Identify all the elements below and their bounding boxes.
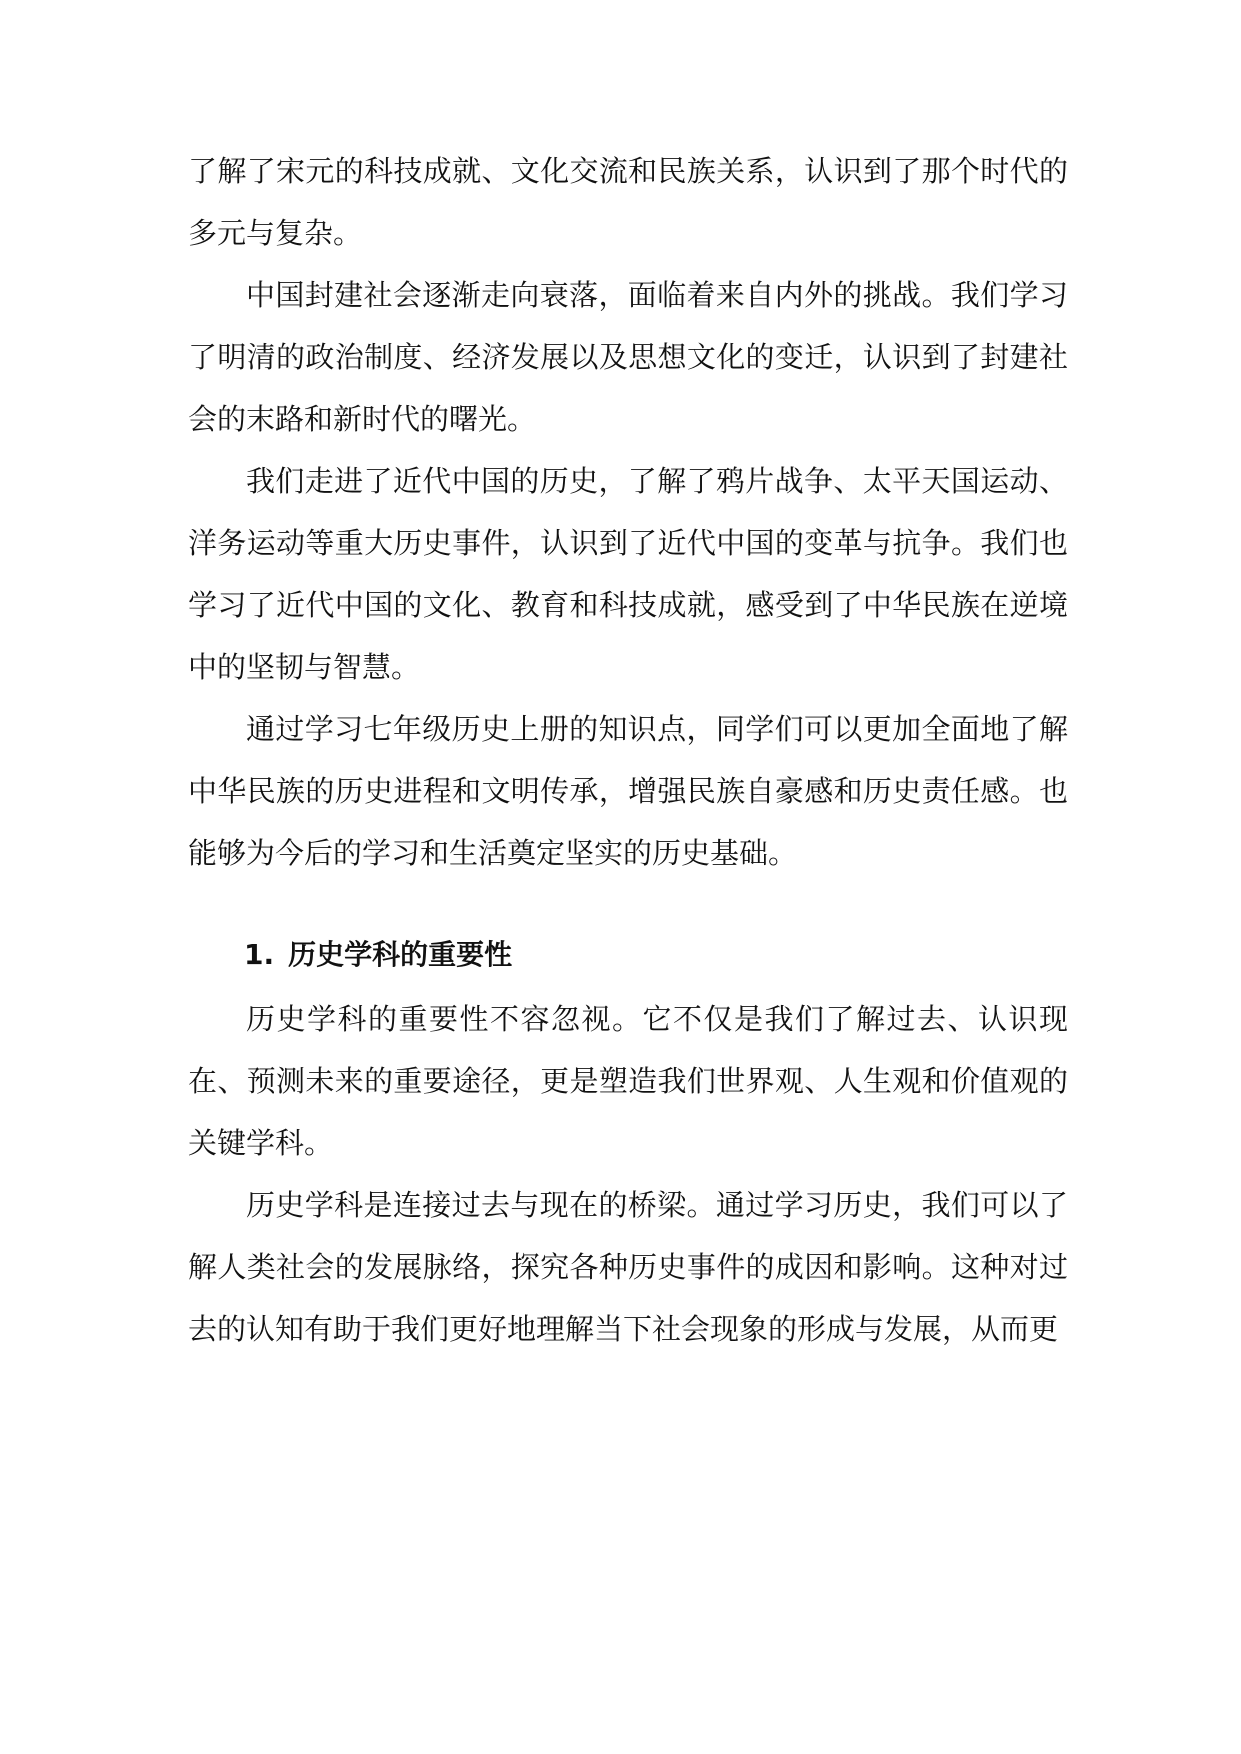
paragraph: 了解了宋元的科技成就、文化交流和民族关系，认识到了那个时代的多元与复杂。: [188, 154, 1068, 250]
paragraph: 通过学习七年级历史上册的知识点，同学们可以更加全面地了解中华民族的历史进程和文明传承，增强民族自豪感和历史责任感。也能够为今后的学习和生活奠定坚实的历史基础。: [188, 712, 1068, 870]
paragraph: 我们走进了近代中国的历史，了解了鸦片战争、太平天国运动、洋务运动等重大历史事件，认识到了近代中国的变革与抗争。我们也学习了近代中国的文化、教育和科技成就，感受到了中华民族在逆境中的坚韧与智慧。: [188, 464, 1068, 684]
paragraph: 历史学科的重要性不容忽视。它不仅是我们了解过去、认识现在、预测未来的重要途径，更是塑造我们世界观、人生观和价值观的关键学科。: [188, 1002, 1068, 1160]
section-number: 1.: [244, 938, 275, 971]
paragraph: 历史学科是连接过去与现在的桥梁。通过学习历史，我们可以了解人类社会的发展脉络，探究各种历史事件的成因和影响。这种对过去的认知有助于我们更好地理解当下社会现象的形成与发展，从而更: [188, 1188, 1068, 1346]
section-title: 历史学科的重要性: [288, 938, 513, 971]
paragraph: 中国封建社会逐渐走向衰落，面临着来自内外的挑战。我们学习了明清的政治制度、经济发展以及思想文化的变迁，认识到了封建社会的末路和新时代的曙光。: [188, 278, 1068, 436]
document-body: [188, 140, 1068, 1360]
section-heading: [244, 924, 1068, 986]
